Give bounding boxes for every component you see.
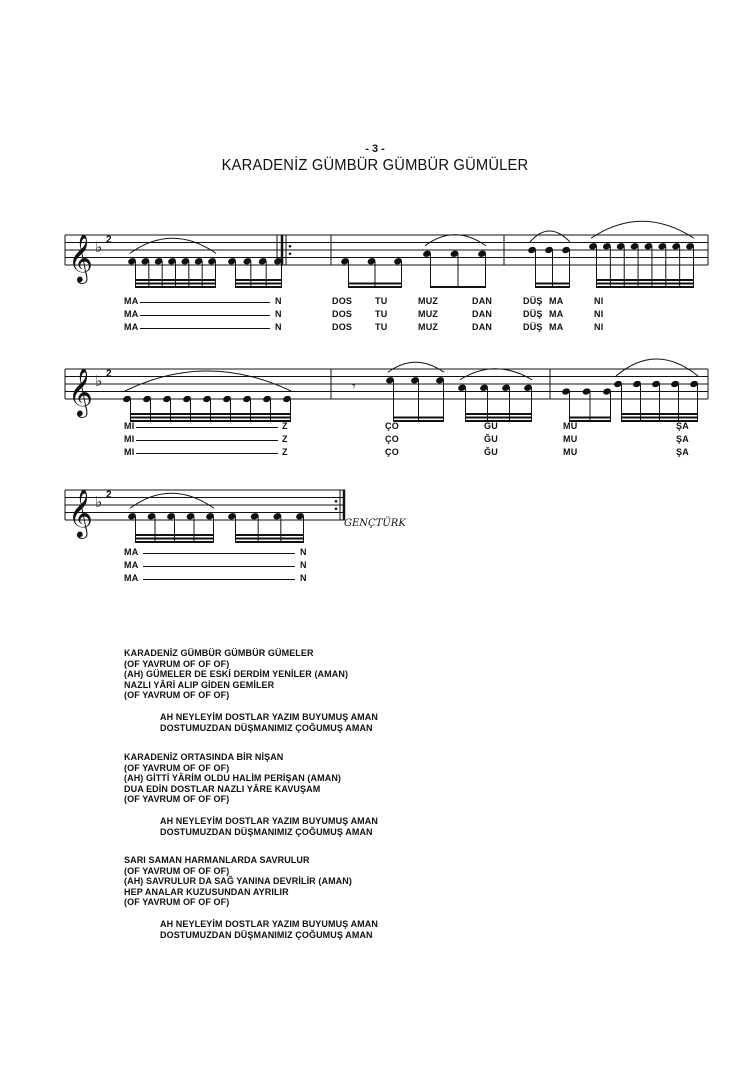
beam	[236, 538, 304, 540]
page-number: - 3 -	[365, 143, 385, 155]
slur	[425, 235, 486, 246]
beam	[131, 413, 291, 415]
time-signature: 2	[106, 489, 112, 501]
beam	[236, 279, 282, 281]
lyric-syllable: TU	[375, 296, 388, 306]
beam	[536, 283, 570, 285]
lyric-syllable: DOS	[332, 322, 353, 332]
eighth-rest-icon: 𝄾	[352, 379, 356, 395]
beam	[597, 279, 694, 281]
verse-line: HEP ANALAR KUZUSUNDAN AYRILIR	[124, 886, 289, 897]
refrain-line: DOSTUMUZDAN DÜŞMANIMIZ ÇOĞUMUŞ AMAN	[160, 930, 373, 941]
melisma-line	[143, 553, 295, 554]
time-signature: 2	[106, 368, 112, 380]
lyric-syllable: N	[300, 573, 307, 583]
lyric-syllable: DAN	[472, 309, 493, 319]
lyric-syllable: ĞU	[484, 434, 498, 444]
lyric-syllable: Z	[282, 434, 288, 444]
lyric-syllable: ÇO	[385, 447, 399, 457]
lyric-syllable: ŞA	[676, 421, 689, 431]
beam	[597, 286, 694, 288]
lyric-syllable: N	[300, 547, 307, 557]
melisma-line	[140, 302, 270, 303]
lyric-syllable: MA	[549, 296, 564, 306]
beam	[136, 534, 214, 536]
lyric-syllable: NI	[594, 296, 604, 306]
lyric-syllable: DOS	[332, 309, 353, 319]
lyric-syllable: DÜŞ	[523, 296, 543, 306]
slur	[130, 493, 214, 508]
lyric-syllable: MI	[124, 421, 135, 431]
beam	[466, 413, 532, 415]
lyric-syllable: MU	[563, 434, 578, 444]
lyric-syllable: DÜŞ	[523, 309, 543, 319]
beam	[394, 420, 444, 422]
flat-icon: ♭	[95, 372, 103, 390]
verse-line: NAZLI YÂRİ ALIP GİDEN GEMİLER	[124, 679, 275, 690]
beam	[622, 417, 698, 419]
beam	[236, 534, 304, 536]
lyric-syllable: N	[275, 322, 282, 332]
verse-line: (AH) SAVRULUR DA SAĞ YANINA DEVRİLİR (AMAN)	[124, 876, 352, 887]
lyric-syllable: MI	[124, 434, 135, 444]
lyric-syllable: DOS	[332, 296, 353, 306]
beam	[597, 283, 694, 285]
beam	[536, 286, 570, 288]
beam	[349, 283, 402, 285]
beam	[136, 279, 216, 281]
beam	[236, 541, 304, 543]
lyric-syllable: Z	[282, 421, 288, 431]
verse-line: KARADENİZ GÜMBÜR GÜMBÜR GÜMELER	[124, 648, 314, 658]
lyric-syllable: DAN	[472, 296, 493, 306]
flat-icon: ♭	[95, 238, 103, 256]
slur	[125, 371, 291, 391]
melisma-line	[136, 453, 278, 454]
treble-clef-icon: 𝄞	[68, 488, 93, 537]
refrain-line: DOSTUMUZDAN DÜŞMANIMIZ ÇOĞUMUŞ AMAN	[160, 723, 373, 734]
treble-clef-icon: 𝄞	[68, 367, 93, 416]
melisma-line	[143, 579, 295, 580]
refrain-line: AH NEYLEYİM DOSTLAR YAZIM BUYUMUŞ AMAN	[160, 919, 378, 929]
lyric-syllable: MU	[563, 447, 578, 457]
lyric-syllable: MA	[124, 560, 139, 570]
treble-clef-icon: 𝄞	[68, 233, 93, 282]
slur	[388, 362, 444, 372]
beam	[394, 417, 444, 419]
lyric-syllable: MUZ	[418, 309, 439, 319]
lyric-syllable: ĞU	[484, 447, 498, 457]
lyric-syllable: ĞU	[484, 421, 498, 431]
lyric-syllable: MA	[549, 309, 564, 319]
lyric-syllable: MA	[124, 547, 139, 557]
lyric-syllable: NI	[594, 309, 604, 319]
verse-line: KARADENİZ ORTASINDA BİR NİŞAN	[124, 752, 284, 762]
beam	[131, 417, 291, 419]
lyric-syllable: Z	[282, 447, 288, 457]
time-signature: 2	[106, 234, 112, 246]
lyric-syllable: ŞA	[676, 447, 689, 457]
slur	[130, 238, 216, 253]
lyric-syllable: MUZ	[418, 296, 439, 306]
lyric-syllable: ÇO	[385, 434, 399, 444]
lyric-syllable: N	[275, 296, 282, 306]
lyric-syllable: MA	[124, 573, 139, 583]
repeat-dot	[289, 245, 292, 248]
beam	[136, 286, 216, 288]
slur	[530, 231, 570, 242]
lyric-syllable: N	[275, 309, 282, 319]
melisma-line	[140, 315, 270, 316]
beam	[136, 538, 214, 540]
lyric-syllable: DAN	[472, 322, 493, 332]
lyric-syllable: MA	[124, 322, 139, 332]
verse-line: DUA EDİN DOSTLAR NAZLI YÂRE KAVUŞAM	[124, 783, 321, 794]
verse-line: (OF YAVRUM OF OF OF)	[124, 762, 230, 773]
repeat-dot	[335, 500, 338, 503]
melisma-line	[136, 440, 278, 441]
beam	[431, 286, 486, 288]
refrain-line: AH NEYLEYİM DOSTLAR YAZIM BUYUMUŞ AMAN	[160, 712, 378, 722]
melisma-line	[143, 566, 295, 567]
flat-icon: ♭	[95, 493, 103, 511]
lyric-syllable: TU	[375, 322, 388, 332]
lyric-syllable: MA	[549, 322, 564, 332]
beam	[349, 286, 402, 288]
lyric-syllable: MA	[124, 296, 139, 306]
beam	[236, 283, 282, 285]
melisma-line	[136, 427, 278, 428]
beam	[466, 417, 532, 419]
beam	[466, 420, 532, 422]
verse-line: (OF YAVRUM OF OF OF)	[124, 658, 230, 669]
song-title: KARADENİZ GÜMBÜR GÜMBÜR GÜMÜLER	[221, 157, 529, 174]
verse-line: (OF YAVRUM OF OF OF)	[124, 690, 230, 701]
beam	[622, 413, 698, 415]
lyric-syllable: MI	[124, 447, 135, 457]
lyric-syllable: ŞA	[676, 434, 689, 444]
refrain-line: DOSTUMUZDAN DÜŞMANIMIZ ÇOĞUMUŞ AMAN	[160, 827, 373, 838]
lyric-syllable: MA	[124, 309, 139, 319]
lyric-syllable: NI	[594, 322, 604, 332]
beam	[131, 420, 291, 422]
verse-line: (OF YAVRUM OF OF OF)	[124, 897, 230, 908]
verse-line: (OF YAVRUM OF OF OF)	[124, 794, 230, 805]
beam	[570, 417, 611, 419]
lyric-syllable: ÇO	[385, 421, 399, 431]
lyric-syllable: TU	[375, 309, 388, 319]
beam	[236, 286, 282, 288]
repeat-dot	[335, 507, 338, 510]
verse-line: (AH) GÜMELER DE ESKİ DERDİM YENİLER (AMAN)	[124, 669, 349, 680]
verse-line: SARI SAMAN HARMANLARDA SAVRULUR	[124, 855, 310, 865]
repeat-dot	[289, 252, 292, 255]
verse-line: (OF YAVRUM OF OF OF)	[124, 865, 230, 876]
lyric-syllable: N	[300, 560, 307, 570]
slur	[591, 221, 694, 238]
refrain-line: AH NEYLEYİM DOSTLAR YAZIM BUYUMUŞ AMAN	[160, 816, 378, 826]
slur	[616, 359, 698, 376]
verse-line: (AH) GİTTİ YÂRİM OLDU HALİM PERİŞAN (AMAN)	[124, 773, 342, 784]
signature: GENÇTÜRK	[344, 518, 406, 529]
melisma-line	[140, 328, 270, 329]
beam	[136, 283, 216, 285]
lyric-syllable: DÜŞ	[523, 322, 543, 332]
slur	[460, 369, 532, 380]
lyric-syllable: MU	[563, 421, 578, 431]
beam	[136, 541, 214, 543]
lyric-syllable: MUZ	[418, 322, 439, 332]
